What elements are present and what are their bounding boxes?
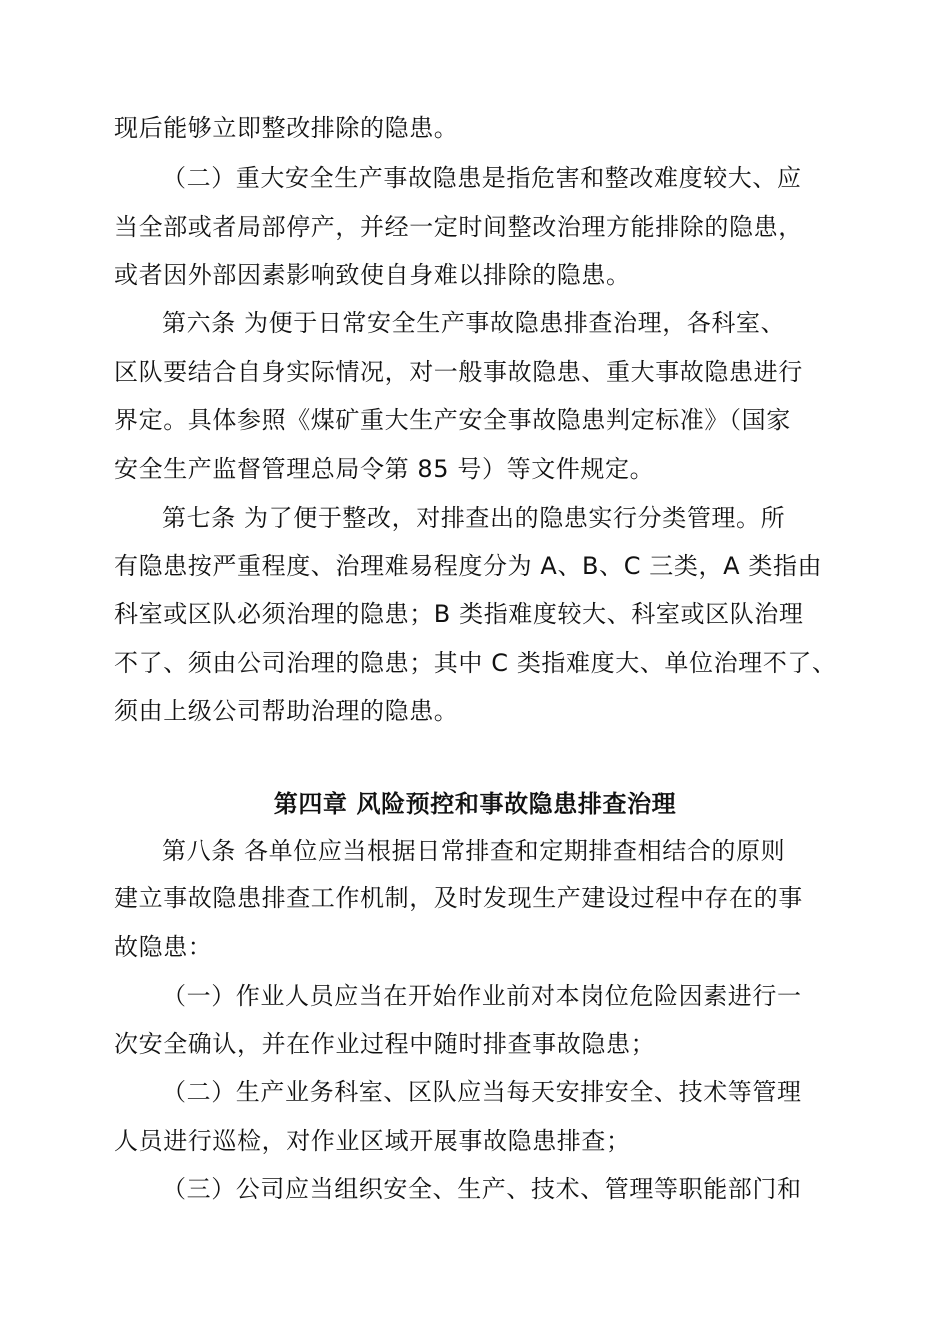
- text-line: 科室或区队必须治理的隐患；B 类指难度较大、科室或区队治理: [114, 600, 804, 628]
- text-line: 建立事故隐患排查工作机制，及时发现生产建设过程中存在的事: [114, 884, 803, 912]
- text-line: （二）生产业务科室、区队应当每天安排安全、技术等管理: [162, 1078, 802, 1106]
- text-line: （三）公司应当组织安全、生产、技术、管理等职能部门和: [162, 1175, 802, 1203]
- text-line: 区队要结合自身实际情况，对一般事故隐患、重大事故隐患进行: [114, 358, 803, 386]
- text-line: （二）重大安全生产事故隐患是指危害和整改难度较大、应: [162, 164, 802, 192]
- text-line: 当全部或者局部停产，并经一定时间整改治理方能排除的隐患，: [114, 213, 803, 241]
- text-line: 或者因外部因素影响致使自身难以排除的隐患。: [114, 261, 631, 289]
- text-line: 现后能够立即整改排除的隐患。: [114, 114, 459, 142]
- text-line: （一）作业人员应当在开始作业前对本岗位危险因素进行一: [162, 982, 802, 1010]
- text-line: 人员进行巡检，对作业区域开展事故隐患排查；: [114, 1127, 631, 1155]
- text-line: 有隐患按严重程度、治理难易程度分为 A、B、C 三类，A 类指由: [114, 552, 823, 580]
- article-6-line: 第六条 为便于日常安全生产事故隐患排查治理，各科室、: [162, 309, 786, 337]
- text-line: 不了、须由公司治理的隐患；其中 C 类指难度大、单位治理不了、: [114, 649, 837, 677]
- chapter-heading: 第四章 风险预控和事故隐患排查治理: [273, 790, 677, 818]
- text-line: 次安全确认，并在作业过程中随时排查事故隐患；: [114, 1030, 656, 1058]
- text-line: 故隐患：: [114, 933, 213, 961]
- article-8-line: 第八条 各单位应当根据日常排查和定期排查相结合的原则: [162, 837, 786, 865]
- text-line: 安全生产监督管理总局令第 85 号）等文件规定。: [114, 455, 655, 483]
- article-7-line: 第七条 为了便于整改，对排查出的隐患实行分类管理。所: [162, 504, 786, 532]
- text-line: 须由上级公司帮助治理的隐患。: [114, 697, 459, 725]
- text-line: 界定。具体参照《煤矿重大生产安全事故隐患判定标准》（国家: [114, 406, 791, 434]
